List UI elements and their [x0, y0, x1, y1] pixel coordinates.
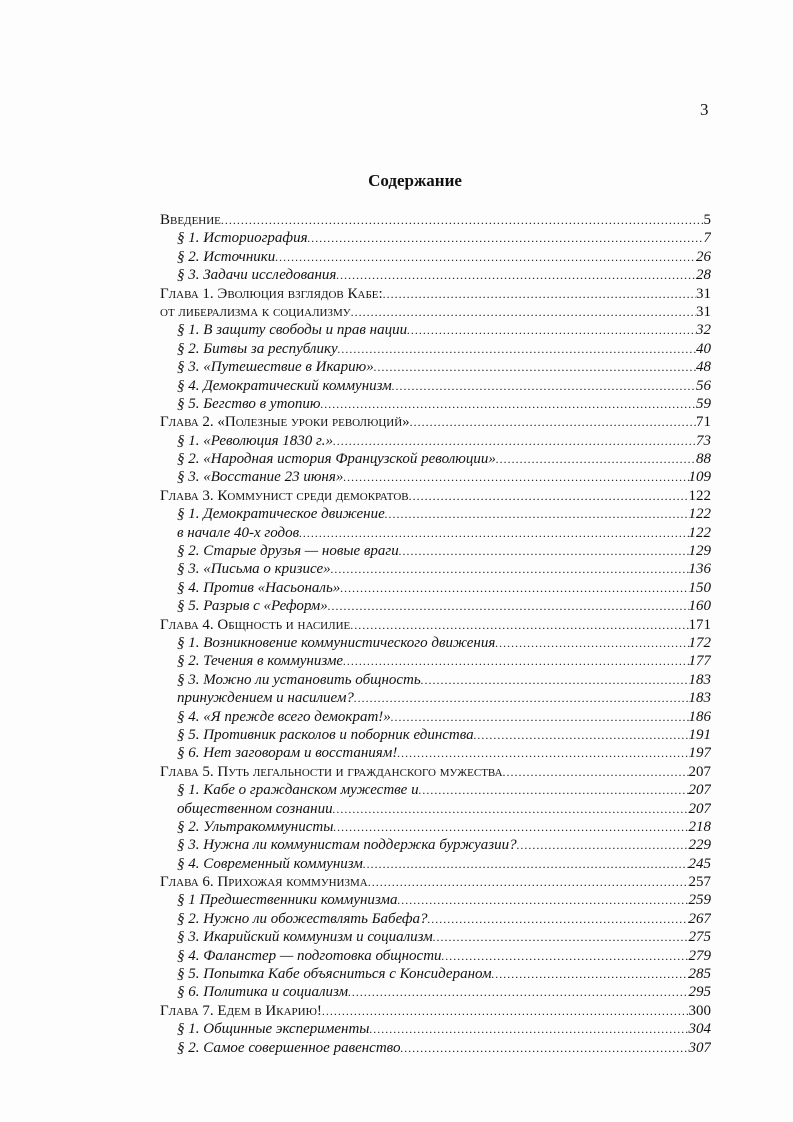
- entry-page-number: 136: [688, 561, 711, 578]
- dot-leader: [351, 303, 696, 321]
- toc-section-entry: [160, 579, 711, 597]
- dot-leader: [391, 708, 689, 726]
- toc-section-entry: [160, 1039, 711, 1057]
- dot-leader: [308, 229, 704, 247]
- toc-section-entry: [160, 744, 711, 762]
- toc-section-entry: [160, 983, 711, 1001]
- entry-page-number: 307: [688, 1039, 711, 1056]
- dot-leader: [333, 818, 688, 836]
- entry-title: § 4. Фаланстер — подготовка общности: [177, 947, 442, 964]
- entry-title: § 4. Против «Насьональ»: [177, 579, 341, 596]
- toc-section-entry: [160, 229, 711, 247]
- entry-title: § 1. Историография: [177, 230, 308, 247]
- entry-page-number: 88: [696, 451, 711, 468]
- toc-section-entry: [160, 432, 711, 450]
- toc-chapter-entry: [160, 763, 711, 781]
- entry-title: § 6. Политика и социализм: [177, 984, 349, 1001]
- entry-page-number: 122: [688, 506, 711, 523]
- entry-page-number: 183: [688, 690, 711, 707]
- dot-leader: [392, 377, 696, 395]
- dot-leader: [421, 671, 689, 689]
- entry-title: § 5. Бегство в утопию: [177, 395, 321, 412]
- entry-page-number: 56: [696, 377, 711, 394]
- toc-chapter-entry: [160, 873, 711, 891]
- entry-title: § 1 Предшественники коммунизма: [177, 892, 398, 909]
- entry-title: § 5. Противник расколов и поборник единства: [177, 726, 474, 743]
- toc-section-entry: [160, 248, 711, 266]
- toc-section-entry: [160, 266, 711, 284]
- entry-title: Глава 4. Общность и насилие: [160, 616, 351, 633]
- entry-page-number: 207: [688, 763, 711, 780]
- entry-page-number: 160: [688, 598, 711, 615]
- dot-leader: [503, 763, 689, 781]
- entry-title: § 5. Попытка Кабе объясниться с Консидераном: [177, 966, 492, 983]
- dot-leader: [495, 634, 688, 652]
- dot-leader: [492, 965, 689, 983]
- toc-section-entry: [160, 468, 711, 486]
- entry-title: § 1. В защиту свободы и прав нации: [177, 322, 408, 339]
- entry-page-number: 275: [688, 929, 711, 946]
- entry-title: § 3. Икарийский коммунизм и социализм: [177, 929, 433, 946]
- entry-title: § 1. «Революция 1830 г.»: [177, 432, 333, 449]
- entry-page-number: 5: [703, 212, 711, 228]
- entry-title: Глава 7. Едем в Икарию!: [160, 1002, 322, 1019]
- entry-title: § 3. «Путешествие в Икарию»: [177, 359, 374, 376]
- entry-page-number: 172: [688, 634, 711, 651]
- toc-section-entry: [160, 377, 711, 395]
- entry-title: § 2. Течения в коммунизме: [177, 653, 344, 670]
- dot-leader: [397, 744, 688, 762]
- entry-page-number: 218: [688, 818, 711, 835]
- entry-title: Глава 3. Коммунист среди демократов: [160, 487, 409, 504]
- entry-title: Глава 2. «Полезные уроки революций»: [160, 414, 410, 431]
- entry-title: § 3. «Письма о кризисе»: [177, 561, 331, 578]
- entry-page-number: 59: [696, 395, 711, 412]
- toc-section-entry: [160, 340, 711, 358]
- dot-leader: [385, 505, 689, 523]
- dot-leader: [399, 542, 689, 560]
- entry-title: § 4. «Я прежде всего демократ!»: [177, 708, 391, 725]
- entry-page-number: 207: [688, 782, 711, 799]
- toc-chapter-entry: [160, 487, 711, 505]
- toc-chapter-entry: [160, 303, 711, 321]
- toc-section-entry: [160, 891, 711, 909]
- dot-leader: [383, 285, 696, 303]
- toc-section-entry: [160, 652, 711, 670]
- entry-title: § 2. Самое совершенное равенство: [177, 1039, 401, 1056]
- toc-section-entry: [160, 781, 711, 799]
- dot-leader: [333, 800, 689, 818]
- entry-page-number: 71: [696, 414, 711, 431]
- page-title: Содержание: [368, 171, 462, 190]
- dot-leader: [322, 1002, 689, 1020]
- dot-leader: [328, 597, 689, 615]
- dot-leader: [338, 340, 696, 358]
- entry-title: § 2. «Народная история Французской революции»: [177, 451, 496, 468]
- dot-leader: [397, 891, 688, 909]
- toc-section-entry: [160, 634, 711, 652]
- entry-title: от либерализма к социализму: [160, 303, 351, 320]
- entry-page-number: 26: [696, 248, 711, 265]
- entry-title: § 3. Нужна ли коммунистам поддержка буржуазии?: [177, 837, 517, 854]
- toc-section-entry: [160, 818, 711, 836]
- dot-leader: [221, 211, 704, 229]
- dot-leader: [409, 487, 689, 505]
- entry-page-number: 191: [688, 726, 711, 743]
- toc-section-entry: [160, 689, 711, 707]
- dot-leader: [442, 947, 689, 965]
- entry-page-number: 129: [688, 543, 711, 560]
- toc-section-entry: [160, 836, 711, 854]
- entry-title: Введение: [160, 212, 221, 228]
- entry-page-number: 122: [688, 524, 711, 541]
- entry-title: принуждением и насилием?: [177, 690, 354, 707]
- dot-leader: [333, 432, 696, 450]
- toc-section-entry: [160, 597, 711, 615]
- toc-chapter-entry: [160, 1002, 711, 1020]
- entry-page-number: 177: [688, 653, 711, 670]
- dot-leader: [321, 395, 697, 413]
- entry-page-number: 197: [688, 745, 711, 762]
- entry-page-number: 259: [688, 892, 711, 909]
- dot-leader: [368, 873, 689, 891]
- entry-page-number: 73: [696, 432, 711, 449]
- dot-leader: [343, 468, 688, 486]
- dot-leader: [474, 726, 689, 744]
- toc-section-entry: [160, 524, 711, 542]
- entry-page-number: 300: [688, 1002, 711, 1019]
- entry-page-number: 295: [688, 984, 711, 1001]
- entry-page-number: 7: [703, 230, 711, 247]
- dot-leader: [410, 413, 696, 431]
- entry-title: § 2. Нужно ли обожествлять Бабефа?: [177, 910, 428, 927]
- entry-title: § 2. Источники: [177, 248, 276, 265]
- entry-title: § 6. Нет заговорам и восстаниям!: [177, 745, 398, 762]
- toc-section-entry: [160, 358, 711, 376]
- entry-title: § 3. Задачи исследования: [177, 267, 337, 284]
- entry-page-number: 40: [696, 340, 711, 357]
- toc-section-entry: [160, 560, 711, 578]
- dot-leader: [517, 836, 689, 854]
- entry-title: Глава 1. Эволюция взглядов Кабе:: [160, 285, 383, 302]
- toc-chapter-entry: [160, 616, 711, 634]
- entry-title: Глава 5. Путь легальности и гражданского мужества: [160, 763, 503, 780]
- entry-title: в начале 40-х годов: [177, 524, 300, 541]
- entry-title: общественном сознании: [177, 800, 333, 817]
- toc-section-entry: [160, 395, 711, 413]
- entry-page-number: 245: [688, 855, 711, 872]
- dot-leader: [348, 983, 688, 1001]
- entry-page-number: 32: [696, 322, 711, 339]
- entry-page-number: 186: [688, 708, 711, 725]
- entry-page-number: 48: [696, 359, 711, 376]
- toc-section-entry: [160, 855, 711, 873]
- dot-leader: [343, 652, 688, 670]
- entry-title: § 1. Общинные эксперименты: [177, 1021, 370, 1038]
- entry-page-number: 183: [688, 671, 711, 688]
- entry-title: § 3. Можно ли установить общность: [177, 671, 421, 688]
- entry-page-number: 122: [688, 487, 711, 504]
- dot-leader: [496, 450, 696, 468]
- entry-page-number: 207: [688, 800, 711, 817]
- entry-page-number: 279: [688, 947, 711, 964]
- dot-leader: [299, 524, 688, 542]
- toc-section-entry: [160, 450, 711, 468]
- table-of-contents: [160, 211, 711, 1057]
- toc-section-entry: [160, 965, 711, 983]
- dot-leader: [369, 1020, 688, 1038]
- toc-section-entry: [160, 671, 711, 689]
- entry-title: § 1. Кабе о гражданском мужестве и: [177, 782, 419, 799]
- dot-leader: [433, 928, 689, 946]
- dot-leader: [331, 560, 689, 578]
- dot-leader: [407, 321, 696, 339]
- entry-page-number: 31: [696, 303, 711, 320]
- entry-title: § 2. Битвы за республику: [177, 340, 338, 357]
- dot-leader: [419, 781, 689, 799]
- dot-leader: [340, 579, 688, 597]
- entry-title: § 4. Современный коммунизм: [177, 855, 363, 872]
- toc-chapter-entry: [160, 285, 711, 303]
- dot-leader: [428, 910, 689, 928]
- dot-leader: [275, 248, 696, 266]
- entry-page-number: 304: [688, 1021, 711, 1038]
- entry-title: § 4. Демократический коммунизм: [177, 377, 392, 394]
- toc-section-entry: [160, 708, 711, 726]
- dot-leader: [336, 266, 696, 284]
- toc-section-entry: [160, 321, 711, 339]
- entry-title: § 2. Ультракоммунисты: [177, 818, 334, 835]
- toc-section-entry: [160, 505, 711, 523]
- dot-leader: [400, 1039, 688, 1057]
- entry-page-number: 31: [696, 285, 711, 302]
- toc-chapter-entry: [160, 211, 711, 229]
- entry-page-number: 285: [688, 966, 711, 983]
- entry-title: § 5. Разрыв с «Реформ»: [177, 598, 328, 615]
- dot-leader: [374, 358, 696, 376]
- entry-page-number: 28: [696, 267, 711, 284]
- toc-section-entry: [160, 910, 711, 928]
- toc-section-entry: [160, 947, 711, 965]
- toc-chapter-entry: [160, 413, 711, 431]
- entry-page-number: 150: [688, 579, 711, 596]
- page-number: 3: [700, 100, 709, 119]
- entry-page-number: 229: [688, 837, 711, 854]
- entry-title: § 3. «Восстание 23 июня»: [177, 469, 344, 486]
- dot-leader: [363, 855, 689, 873]
- toc-section-entry: [160, 928, 711, 946]
- entry-page-number: 267: [688, 910, 711, 927]
- toc-section-entry: [160, 542, 711, 560]
- toc-section-entry: [160, 726, 711, 744]
- entry-page-number: 257: [688, 874, 711, 891]
- toc-section-entry: [160, 800, 711, 818]
- entry-title: § 1. Демократическое движение: [177, 506, 385, 523]
- entry-title: § 1. Возникновение коммунистического движения: [177, 634, 496, 651]
- dot-leader: [354, 689, 689, 707]
- entry-title: Глава 6. Прихожая коммунизма: [160, 874, 368, 891]
- entry-page-number: 109: [688, 469, 711, 486]
- entry-title: § 2. Старые друзья — новые враги: [177, 543, 399, 560]
- toc-section-entry: [160, 1020, 711, 1038]
- dot-leader: [350, 616, 688, 634]
- entry-page-number: 171: [688, 616, 711, 633]
